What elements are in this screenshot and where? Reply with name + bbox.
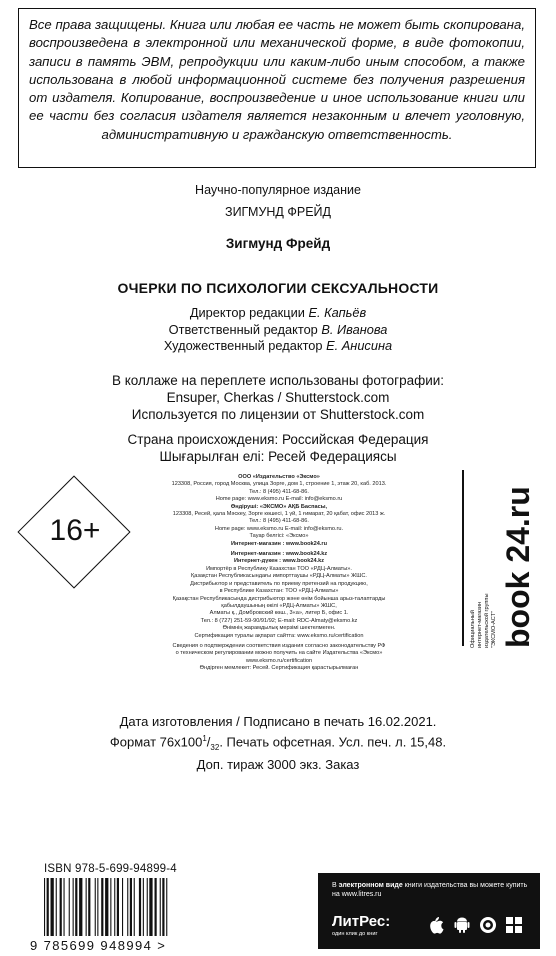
photo-line: Используется по лицензии от Shutterstock.com <box>131 406 425 422</box>
publisher-line: Тел.: 8 (495) 411-68-86. <box>249 518 309 525</box>
apple-icon <box>426 915 446 935</box>
book-title: ОЧЕРКИ ПО ПСИХОЛОГИИ СЕКСУАЛЬНОСТИ <box>117 280 439 296</box>
copyright-notice-box <box>18 8 536 168</box>
official-store-line: Официальный <box>470 610 476 648</box>
barcode-bar <box>162 878 164 936</box>
credit-line: Художественный редактор Е. Анисина <box>163 338 393 353</box>
barcode-bar <box>114 878 115 936</box>
publisher-line: ООО «Издательство «Эксмо» <box>238 474 320 480</box>
photo-line: В коллаже на переплете использованы фотографии: <box>111 373 445 388</box>
publisher-line: қабылдаушының өкілі «РДЦ-Алматы» ЖШС, <box>221 602 337 609</box>
official-store-line: "ЭКСМО-АСТ" <box>491 611 497 648</box>
publisher-info <box>110 474 448 673</box>
barcode-bar <box>56 878 57 936</box>
isbn: ISBN 978-5-699-94899-4 <box>44 863 177 875</box>
copyright-notice: Все права защищены. Книга или любая ее часть не может быть скопирована, воспроизведена в электронной или механической форме, в виде фотокопии, записи в память ЭВМ, репродукции или каким-либо иным способом, а также использована в любой информационной системе без получения разрешения от издателя. Копирование, воспроизведение и иное использование книги или ее части без согласия издателя является незаконным и влечет уголовную, административную и гражданскую ответственность. <box>29 17 525 142</box>
publisher-line: Интернет-магазин : www.book24.ru <box>230 540 328 547</box>
barcode-icon <box>42 878 210 938</box>
litres-tagline: один клик до книг <box>332 931 378 937</box>
country-of-origin <box>0 432 556 466</box>
barcode-bar <box>105 878 108 936</box>
barcode-digits: 9 785699 948994 > <box>30 938 167 953</box>
publisher-line: Интернет-магазин : www.book24.kz <box>230 551 328 558</box>
barcode-bar <box>122 878 123 936</box>
litres-logo: ЛитРес: <box>332 913 391 930</box>
barcode-bar <box>86 878 87 936</box>
barcode-bar <box>127 878 128 936</box>
barcode-bar <box>51 878 54 936</box>
divider <box>462 470 464 646</box>
publisher-line: 123308, Россия, город Москва, улица Зорге, дом 1, строение 1, этаж 20, каб. 2013. <box>171 481 387 488</box>
publisher-line: Интернет-дүкен : www.book24.kz <box>233 558 325 565</box>
country-line: Шығарылған елі: Ресей Федерациясы <box>159 448 397 464</box>
publisher-line: 123308, Ресей, қала Мәскеу, Зорге көшесі, 1 үй, 1 ғимарат, 20 қабат, офис 2013 ж. <box>172 511 386 518</box>
barcode-bar <box>95 878 96 936</box>
barcode-bar <box>130 878 132 936</box>
photo-credits <box>0 373 556 423</box>
barcode-bar <box>73 878 74 936</box>
publisher-line: Тауар белгісі: «Эксмо» <box>249 533 309 540</box>
publisher-line: Импортёр в Республику Казахстан ТОО «РДЦ-Алматы». <box>206 565 352 572</box>
barcode-bar <box>155 878 157 936</box>
official-store-line: издательской группы <box>484 593 490 648</box>
publisher-line: Қазақстан Республикасындағы импорттаушы «РДЦ-Алматы» ЖШС. <box>191 573 367 580</box>
publisher-line: Home page: www.eksmo.ru E-mail: info@eksmo.ru. <box>214 525 344 532</box>
barcode-bar <box>166 878 167 936</box>
barcode-bar <box>149 878 152 936</box>
print-date-line: Дата изготовления / Подписано в печать 16.02.2021. <box>119 714 437 729</box>
barcode-bar <box>101 878 103 936</box>
barcode-bar <box>44 878 45 936</box>
barcode-bar <box>143 878 144 936</box>
litres-panel <box>318 873 540 949</box>
barcode-bar <box>139 878 141 936</box>
barcode-bar <box>79 878 82 936</box>
photo-line: Ensuper, Cherkas / Shutterstock.com <box>166 389 390 405</box>
barcode-bar <box>117 878 119 936</box>
blackberry-icon <box>478 915 498 935</box>
barcode-bar <box>69 878 70 936</box>
windows-icon <box>504 915 524 935</box>
publisher-line: Сведения о подтверждении соответствия издания согласно законодательству РФ <box>172 642 386 649</box>
barcode-bar <box>75 878 77 936</box>
publisher-line: Тел.: 8 (495) 411-68-86. <box>249 488 309 495</box>
publisher-line: Өндірген мемлекет: Ресей. Сертификация қарастырылмаған <box>199 665 359 672</box>
barcode-bar <box>110 878 111 936</box>
print-info <box>0 714 556 773</box>
credit-line: Ответственный редактор В. Иванова <box>168 321 388 337</box>
barcode-bar <box>160 878 161 936</box>
book24-logo-wrap <box>498 486 556 688</box>
publisher-line: Home page: www.eksmo.ru E-mail: info@eksmo.ru <box>215 496 343 503</box>
publisher-line: Сертификация туралы ақпарат сайтта: www.eksmo.ru/certification <box>194 632 364 639</box>
barcode-bar <box>97 878 98 936</box>
publisher-line: в Республике Казахстан: ТОО «РДЦ-Алматы» <box>219 588 339 595</box>
barcode-bar <box>47 878 49 936</box>
book-author: Зигмунд Фрейд <box>225 236 331 251</box>
print-run-line: Доп. тираж 3000 экз. Заказ <box>196 756 360 772</box>
official-store-line: интернет-магазин <box>477 601 483 648</box>
barcode-bar <box>60 878 62 936</box>
credit-line: Директор редакции Е. Капьёв <box>189 305 367 320</box>
publisher-line: Өнімнің жарамдылық мерзімі шектелмеген. <box>222 625 336 632</box>
series-author: ЗИГМУНД ФРЕЙД <box>225 205 331 219</box>
country-line: Страна происхождения: Российская Федерация <box>127 432 429 447</box>
barcode-bar <box>88 878 90 936</box>
barcode-bar <box>147 878 148 936</box>
edition-type: Научно-популярное издание <box>195 183 361 197</box>
android-icon <box>452 915 472 935</box>
barcode-bar <box>64 878 65 936</box>
publisher-line: Дистрибьютор и представитель по приему претензий на продукцию, <box>190 580 368 587</box>
publisher-line: Алматы қ., Домбровский көш., 3«а», литер Б, офис 1. <box>209 610 349 617</box>
print-format-line: Формат $76x100^1/_{32}$. Печать офсетная. Усл. печ. л. 15,48. <box>109 733 447 752</box>
publisher-line: о техническом регулировании можно получить на сайте Издательства «Эксмо» <box>175 650 383 657</box>
barcode-bar <box>134 878 135 936</box>
publisher-line: Қазақстан Республикасында дистрибьютор және өнім бойынша арыз-талаптарды <box>172 595 386 602</box>
publisher-line: Өндіруші: «ЭКСМО» АҚБ Баспасы, <box>230 503 328 510</box>
store-icons <box>426 915 524 935</box>
age-rating-label: 16+ <box>49 514 101 547</box>
book24-logo: book 24.ru <box>500 486 536 648</box>
publisher-line: Тел.: 8 (727) 251-59-90/91/92; E-mail: RDC-Almaty@eksmo.kz <box>200 617 358 624</box>
publisher-line: www.eksmo.ru/certification <box>245 657 313 664</box>
litres-text: В электронном виде книги издательства вы можете купить на www.litres.ru <box>332 882 528 898</box>
editorial-credits <box>0 305 556 355</box>
official-store-note <box>470 560 497 650</box>
